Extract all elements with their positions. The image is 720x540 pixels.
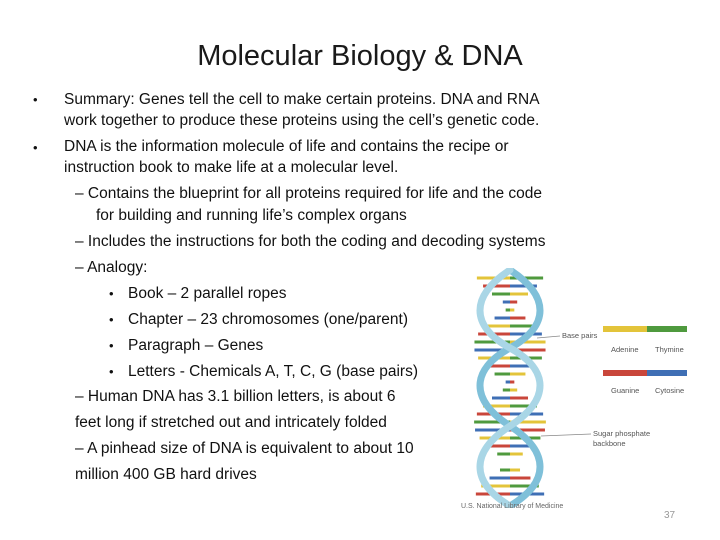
backbone-label-line2: backbone: [593, 439, 626, 448]
bullet-marker: •: [109, 364, 114, 379]
subbullet-human-dna-line2: feet long if stretched out and intricately folded: [75, 414, 387, 431]
cytosine-key-bar: [647, 370, 687, 376]
subbullet-pinhead-line2: million 400 GB hard drives: [75, 466, 257, 483]
image-credit: U.S. National Library of Medicine: [461, 503, 564, 510]
analogy-book: Book – 2 parallel ropes: [128, 285, 287, 302]
analogy-letters: Letters - Chemicals A, T, C, G (base pairs): [128, 363, 419, 380]
subbullet-blueprint-line1: – Contains the blueprint for all proteins required for life and the code: [75, 185, 543, 202]
subbullet-analogy: – Analogy:: [75, 259, 148, 276]
bullet-marker: •: [109, 338, 114, 353]
bullet-summary-line2: work together to produce these proteins using the cell’s genetic code.: [64, 112, 540, 129]
adenine-key-bar: [603, 326, 647, 332]
bullet-summary-line1: Summary: Genes tell the cell to make certain proteins. DNA and RNA: [64, 91, 540, 108]
bullet-dna-line1: DNA is the information molecule of life and contains the recipe or: [64, 138, 509, 155]
base-pairs-pointer: [537, 336, 560, 338]
slide-title: Molecular Biology & DNA: [197, 40, 523, 72]
subbullet-human-dna-line1: – Human DNA has 3.1 billion letters, is about 6: [75, 388, 396, 405]
bullet-dna-line2: instruction book to make life at a molecular level.: [64, 159, 399, 176]
guanine-key-bar: [603, 370, 647, 376]
bullet-marker: •: [33, 92, 38, 107]
analogy-chapter: Chapter – 23 chromosomes (one/parent): [128, 311, 409, 328]
analogy-paragraph: Paragraph – Genes: [128, 337, 264, 354]
subbullet-pinhead-line1: – A pinhead size of DNA is equivalent to about 10: [75, 440, 414, 457]
base-pairs-label: Base pairs: [562, 331, 598, 340]
bullet-marker: •: [109, 286, 114, 301]
subbullet-blueprint-line2: for building and running life’s complex organs: [96, 207, 407, 224]
backbone-label-line1: Sugar phosphate: [593, 429, 651, 438]
thymine-label: Thymine: [655, 345, 684, 354]
guanine-label: Guanine: [611, 386, 640, 395]
cytosine-label: Cytosine: [655, 386, 685, 395]
dna-helix-illustration: [455, 268, 705, 508]
adenine-label: Adenine: [611, 345, 639, 354]
bullet-marker: •: [109, 312, 114, 327]
base-pair-rungs: [474, 278, 546, 494]
backbone-pointer: [541, 434, 591, 436]
page-number: 37: [664, 510, 676, 521]
thymine-key-bar: [647, 326, 687, 332]
bullet-marker: •: [33, 140, 38, 155]
subbullet-instructions: – Includes the instructions for both the coding and decoding systems: [75, 233, 546, 250]
